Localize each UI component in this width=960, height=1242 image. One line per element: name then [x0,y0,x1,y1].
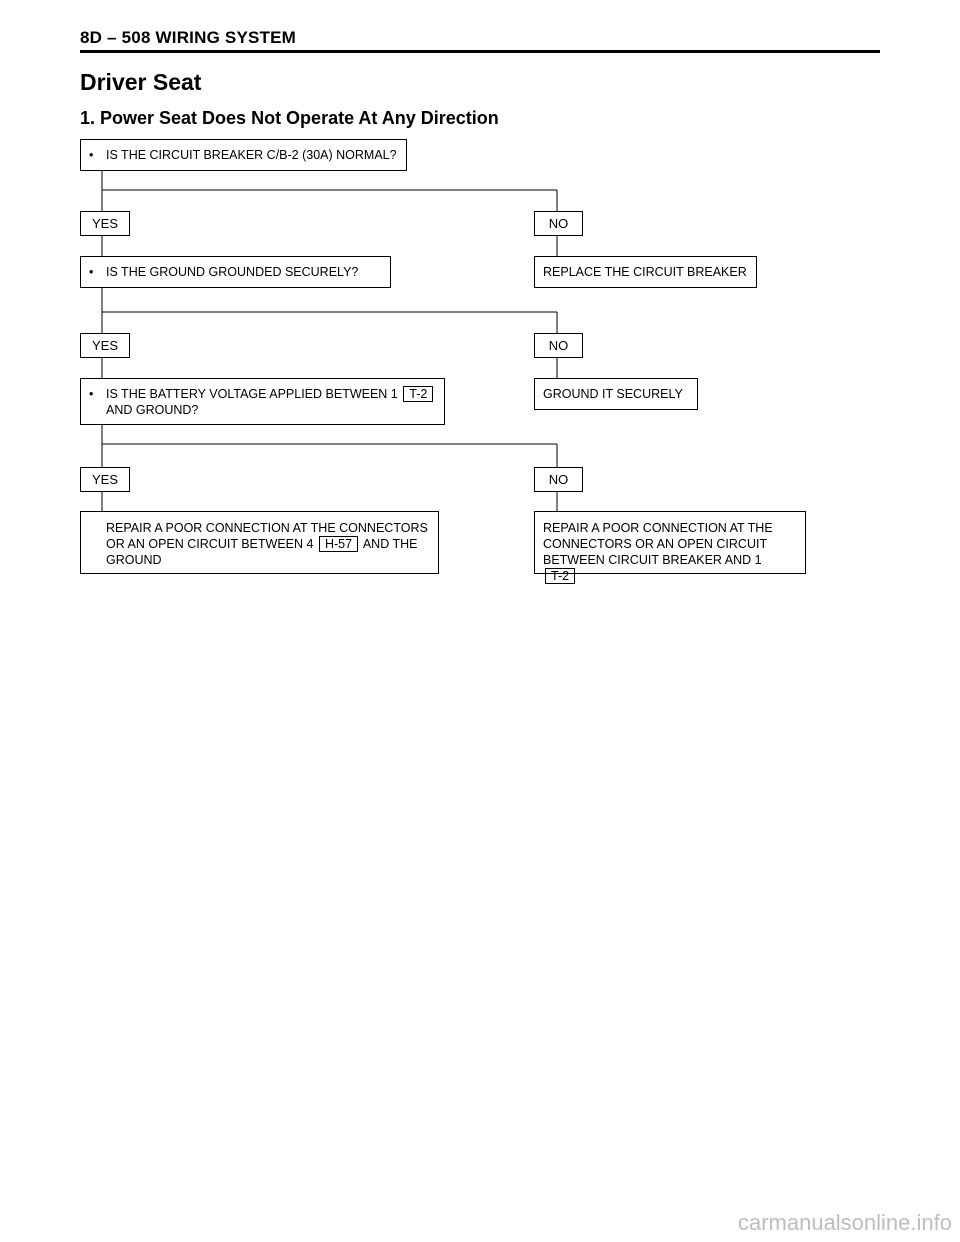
question-box-3 [80,378,445,425]
action-text: BETWEEN CIRCUIT BREAKER AND 1 [543,553,762,567]
action-text: GROUND [106,553,162,567]
bullet-icon: • [89,265,94,279]
action-box-repair-t2 [534,511,806,583]
yes-label-2: YES [80,333,130,358]
action-box-replace-breaker [534,256,757,288]
connector-ref-badge: T-2 [545,568,575,584]
question-box-1 [80,139,407,171]
question-text-part: AND GROUND? [106,403,199,417]
page-header-title: 8D – 508 WIRING SYSTEM [80,28,297,47]
action-text: REPAIR A POOR CONNECTION AT THE [543,521,773,535]
action-text: REPAIR A POOR CONNECTION AT THE CONNECTORS [106,521,428,535]
no-label-3: NO [534,467,583,492]
connector-ref-badge: H-57 [319,536,358,552]
question-text [106,386,436,418]
yes-label-3: YES [80,467,130,492]
action-text: CONNECTORS OR AN OPEN CIRCUIT [543,537,768,551]
question-text: IS THE GROUND GROUNDED SECURELY? [106,265,359,279]
action-box-ground-securely [534,378,698,410]
question-box-2 [80,256,391,288]
connector-ref-badge: T-2 [403,386,433,402]
bullet-icon: • [89,387,94,401]
bullet-icon: • [89,148,94,162]
no-label-1: NO [534,211,583,236]
action-text: REPLACE THE CIRCUIT BREAKER [543,265,747,279]
watermark: carmanualsonline.info [737,1210,952,1235]
action-text: OR AN OPEN CIRCUIT BETWEEN 4 [106,537,314,551]
section-subtitle: 1. Power Seat Does Not Operate At Any Direction [80,108,499,128]
question-text: IS THE CIRCUIT BREAKER C/B-2 (30A) NORMAL? [106,148,397,162]
question-text-part: IS THE BATTERY VOLTAGE APPLIED BETWEEN 1 [106,387,398,401]
action-text: AND THE [362,537,418,551]
no-label-2: NO [534,333,583,358]
action-text: GROUND IT SECURELY [543,387,683,401]
yes-label-1: YES [80,211,130,236]
section-title: Driver Seat [80,69,202,95]
action-box-repair-h57 [80,511,439,574]
